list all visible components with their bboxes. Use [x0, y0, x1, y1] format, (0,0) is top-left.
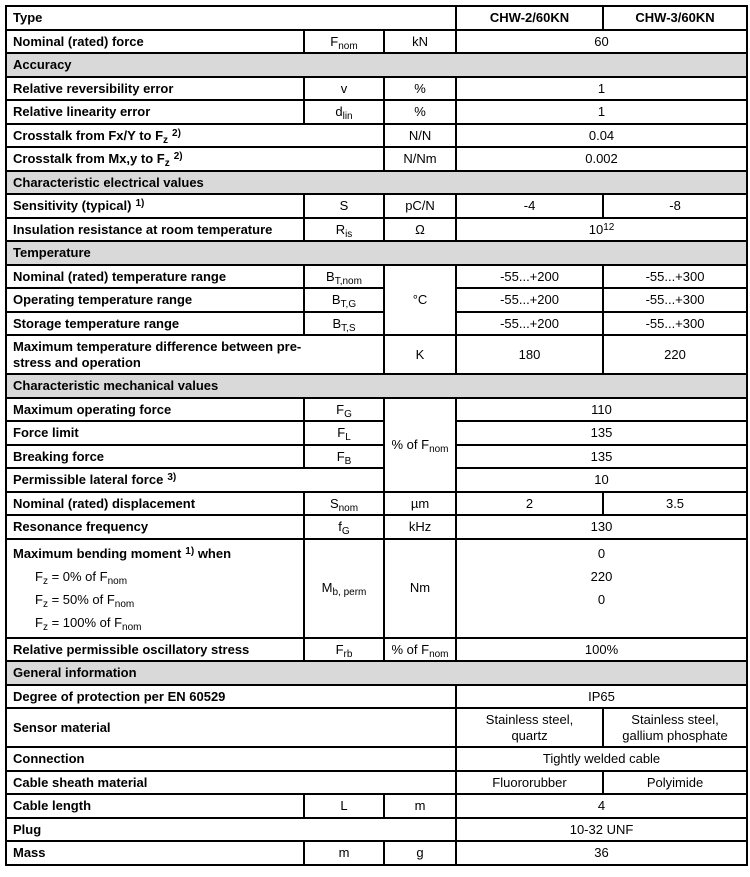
bending-value-2: 220	[590, 568, 613, 584]
symbol-base: B	[331, 292, 341, 307]
linearity-symbol	[304, 100, 384, 124]
cond-sub: z	[42, 575, 48, 587]
breaking-force-value: 135	[456, 445, 747, 469]
linearity-value: 1	[456, 100, 747, 124]
temp-storage-symbol	[304, 312, 384, 336]
cond-base: F	[35, 591, 43, 607]
row-insulation	[6, 218, 747, 242]
displacement-value-2: 3.5	[603, 492, 747, 516]
label-line-1: Maximum temperature difference between pre-	[13, 339, 302, 354]
temp-nominal-value-1: -55...+200	[456, 265, 603, 289]
footnote-marker: 1)	[185, 545, 195, 557]
row-temp-nominal	[6, 265, 747, 289]
crosstalk-fxy-label	[6, 124, 384, 148]
bending-title-line	[13, 542, 298, 565]
percent-of-fnom-unit	[384, 398, 456, 492]
symbol-subscript: nom	[338, 40, 358, 52]
symbol-subscript: B	[344, 455, 352, 467]
resonance-unit: kHz	[384, 515, 456, 539]
value-line-2: gallium phosphate	[622, 727, 728, 743]
type-label: Type	[6, 6, 456, 30]
row-cable-length	[6, 794, 747, 818]
section-temperature	[6, 241, 747, 265]
unit-subscript: nom	[429, 648, 449, 660]
unit-subscript: nom	[429, 443, 449, 455]
symbol-subscript: T,S	[341, 322, 356, 334]
value-line-1: Stainless steel,	[485, 712, 574, 727]
max-operating-force-symbol	[304, 398, 384, 422]
symbol-subscript: rb	[343, 648, 353, 660]
row-lateral-force	[6, 468, 747, 492]
row-reversibility	[6, 77, 747, 101]
row-protection	[6, 685, 747, 709]
model-2-header: CHW-3/60KN	[603, 6, 747, 30]
unit-base: % of F	[391, 436, 430, 452]
protection-value: IP65	[456, 685, 747, 709]
cable-sheath-label: Cable sheath material	[6, 771, 456, 795]
symbol-base: F	[330, 33, 339, 49]
insulation-symbol	[304, 218, 384, 242]
temp-storage-value-1: -55...+200	[456, 312, 603, 336]
displacement-label: Nominal (rated) displacement	[6, 492, 304, 516]
symbol-base: F	[335, 641, 344, 657]
mass-unit: g	[384, 841, 456, 865]
section-electrical	[6, 171, 747, 195]
nominal-force-label: Nominal (rated) force	[6, 30, 304, 54]
crosstalk-mxy-label	[6, 147, 384, 171]
bending-moment-symbol	[304, 539, 384, 638]
sensor-material-value-2	[603, 708, 747, 747]
cable-length-value: 4	[456, 794, 747, 818]
reversibility-value: 1	[456, 77, 747, 101]
bending-moment-unit: Nm	[384, 539, 456, 638]
cond-sub: z	[42, 598, 48, 610]
bending-moment-values	[456, 539, 747, 638]
displacement-unit: µm	[384, 492, 456, 516]
symbol-base: M	[321, 580, 333, 596]
row-breaking-force	[6, 445, 747, 469]
row-sensitivity	[6, 194, 747, 218]
nominal-force-unit: kN	[384, 30, 456, 54]
force-limit-symbol	[304, 421, 384, 445]
row-type	[6, 6, 747, 30]
section-mechanical	[6, 374, 747, 398]
cable-sheath-value-2: Polyimide	[603, 771, 747, 795]
lateral-force-label	[6, 468, 384, 492]
cable-length-symbol: L	[304, 794, 384, 818]
insulation-value	[456, 218, 747, 242]
symbol-subscript: G	[344, 408, 352, 420]
protection-label: Degree of protection per EN 60529	[6, 685, 456, 709]
mass-label: Mass	[6, 841, 304, 865]
plug-value: 10-32 UNF	[456, 818, 747, 842]
cable-length-unit: m	[384, 794, 456, 818]
sensitivity-value-2: -8	[603, 194, 747, 218]
force-limit-value: 135	[456, 421, 747, 445]
sensitivity-symbol: S	[304, 194, 384, 218]
symbol-base: S	[329, 495, 339, 511]
cond-mid: = 100% of F	[47, 614, 123, 630]
cond-base: F	[35, 614, 43, 630]
cond-base: F	[35, 568, 43, 584]
temp-storage-value-2: -55...+300	[603, 312, 747, 336]
symbol-subscript: b, perm	[332, 587, 367, 599]
connection-value: Tightly welded cable	[456, 747, 747, 771]
sensitivity-unit: pC/N	[384, 194, 456, 218]
label-text: Permissible lateral force	[13, 472, 164, 487]
resonance-value: 130	[456, 515, 747, 539]
lateral-force-value: 10	[456, 468, 747, 492]
temp-diff-value-2: 220	[603, 335, 747, 374]
row-force-limit	[6, 421, 747, 445]
force-limit-label: Force limit	[6, 421, 304, 445]
temp-storage-label: Storage temperature range	[6, 312, 304, 336]
row-temp-diff	[6, 335, 747, 374]
section-accuracy-title: Accuracy	[6, 53, 747, 77]
row-sensor-material	[6, 708, 747, 747]
label-text: Maximum bending moment	[13, 545, 182, 561]
plug-label: Plug	[6, 818, 456, 842]
section-accuracy	[6, 53, 747, 77]
cond-mid: = 50% of F	[47, 591, 115, 607]
symbol-base: R	[335, 221, 346, 237]
symbol-subscript: is	[345, 228, 353, 240]
insulation-label: Insulation resistance at room temperature	[6, 218, 304, 242]
footnote-marker: 2)	[172, 127, 181, 139]
resonance-label: Resonance frequency	[6, 515, 304, 539]
symbol-subscript: G	[341, 526, 350, 537]
mass-value: 36	[456, 841, 747, 865]
section-electrical-title: Characteristic electrical values	[6, 171, 747, 195]
section-general-title: General information	[6, 661, 747, 685]
bending-value-3: 0	[597, 591, 606, 607]
row-crosstalk-mxy	[6, 147, 747, 171]
linearity-label: Relative linearity error	[6, 100, 304, 124]
symbol-subscript: nom	[338, 502, 359, 514]
temp-operating-value-2: -55...+300	[603, 288, 747, 312]
sensor-material-value-1	[456, 708, 603, 747]
nominal-force-value: 60	[456, 30, 747, 54]
row-temp-operating	[6, 288, 747, 312]
temp-diff-unit: K	[384, 335, 456, 374]
label-text-after: when	[194, 545, 232, 561]
label-text: Crosstalk from Mx,y to F	[13, 151, 165, 166]
section-mechanical-title: Characteristic mechanical values	[6, 374, 747, 398]
reversibility-unit: %	[384, 77, 456, 101]
crosstalk-fxy-value: 0.04	[456, 124, 747, 148]
section-general	[6, 661, 747, 685]
row-plug	[6, 818, 747, 842]
symbol-subscript: L	[345, 432, 351, 443]
label-text: Sensitivity (typical)	[13, 198, 132, 213]
row-crosstalk-fxy	[6, 124, 747, 148]
temp-diff-value-1: 180	[456, 335, 603, 374]
crosstalk-fxy-unit: N/N	[384, 124, 456, 148]
sensitivity-value-1: -4	[456, 194, 603, 218]
sensor-material-label: Sensor material	[6, 708, 456, 747]
section-temperature-title: Temperature	[6, 241, 747, 265]
cond-sub2: nom	[122, 621, 142, 633]
row-linearity	[6, 100, 747, 124]
label-text: Crosstalk from Fx/Y to F	[13, 127, 164, 143]
model-1-header: CHW-2/60KN	[456, 6, 603, 30]
reversibility-symbol: v	[304, 77, 384, 101]
max-operating-force-value: 110	[456, 398, 747, 422]
reversibility-label: Relative reversibility error	[6, 77, 304, 101]
row-resonance	[6, 515, 747, 539]
bending-condition-line-1	[13, 565, 298, 588]
row-connection	[6, 747, 747, 771]
cable-length-label: Cable length	[6, 794, 304, 818]
spec-table	[5, 5, 748, 866]
bending-value-1: 0	[597, 545, 606, 561]
resonance-symbol	[304, 515, 384, 539]
value-line-1: Stainless steel,	[631, 712, 719, 727]
sensitivity-label	[6, 194, 304, 218]
temp-operating-symbol	[304, 288, 384, 312]
breaking-force-label: Breaking force	[6, 445, 304, 469]
oscillatory-label: Relative permissible oscillatory stress	[6, 638, 304, 662]
row-mass	[6, 841, 747, 865]
bending-moment-label	[6, 539, 304, 638]
oscillatory-value: 100%	[456, 638, 747, 662]
temp-nominal-label: Nominal (rated) temperature range	[6, 265, 304, 289]
unit-base: % of F	[391, 641, 430, 657]
breaking-force-symbol	[304, 445, 384, 469]
oscillatory-unit	[384, 638, 456, 662]
row-oscillatory	[6, 638, 747, 662]
row-displacement	[6, 492, 747, 516]
row-temp-storage	[6, 312, 747, 336]
symbol-subscript: lin	[342, 111, 353, 122]
symbol-subscript: T,G	[340, 299, 357, 310]
cable-sheath-value-1: Fluororubber	[456, 771, 603, 795]
displacement-symbol	[304, 492, 384, 516]
symbol-base: f	[338, 519, 342, 534]
row-max-operating-force	[6, 398, 747, 422]
temp-diff-label	[6, 335, 384, 374]
crosstalk-mxy-unit: N/Nm	[384, 147, 456, 171]
displacement-value-1: 2	[456, 492, 603, 516]
row-nominal-force	[6, 30, 747, 54]
temp-operating-value-1: -55...+200	[456, 288, 603, 312]
bending-condition-line-3	[13, 611, 298, 634]
cond-sub2: nom	[114, 598, 135, 610]
footnote-marker: 2)	[173, 151, 183, 162]
value-exponent: 12	[603, 221, 615, 233]
cond-sub2: nom	[107, 575, 128, 587]
mass-symbol: m	[304, 841, 384, 865]
insulation-unit: Ω	[384, 218, 456, 242]
label-subscript: z	[163, 134, 169, 146]
value-line-2: quartz	[511, 727, 548, 743]
temperature-unit: °C	[384, 265, 456, 336]
row-bending-moment	[6, 539, 747, 638]
nominal-force-symbol	[304, 30, 384, 54]
symbol-base: B	[332, 315, 342, 331]
temp-nominal-symbol	[304, 265, 384, 289]
value-base: 10	[588, 221, 604, 237]
bending-condition-line-2	[13, 588, 298, 611]
crosstalk-mxy-value: 0.002	[456, 147, 747, 171]
cond-sub: z	[42, 621, 48, 633]
footnote-marker: 3)	[167, 472, 177, 483]
cond-mid: = 0% of F	[47, 568, 108, 584]
linearity-unit: %	[384, 100, 456, 124]
row-cable-sheath	[6, 771, 747, 795]
symbol-base: B	[326, 268, 335, 284]
symbol-base: F	[337, 425, 346, 440]
symbol-subscript: T,nom	[334, 275, 362, 287]
symbol-base: d	[335, 104, 343, 119]
label-line-2: stress and operation	[13, 354, 141, 370]
connection-label: Connection	[6, 747, 456, 771]
max-operating-force-label: Maximum operating force	[6, 398, 304, 422]
symbol-base: F	[336, 401, 345, 417]
oscillatory-symbol	[304, 638, 384, 662]
footnote-marker: 1)	[135, 198, 145, 209]
temp-nominal-value-2: -55...+300	[603, 265, 747, 289]
symbol-base: F	[336, 448, 345, 464]
label-subscript: z	[164, 158, 170, 169]
temp-operating-label: Operating temperature range	[6, 288, 304, 312]
